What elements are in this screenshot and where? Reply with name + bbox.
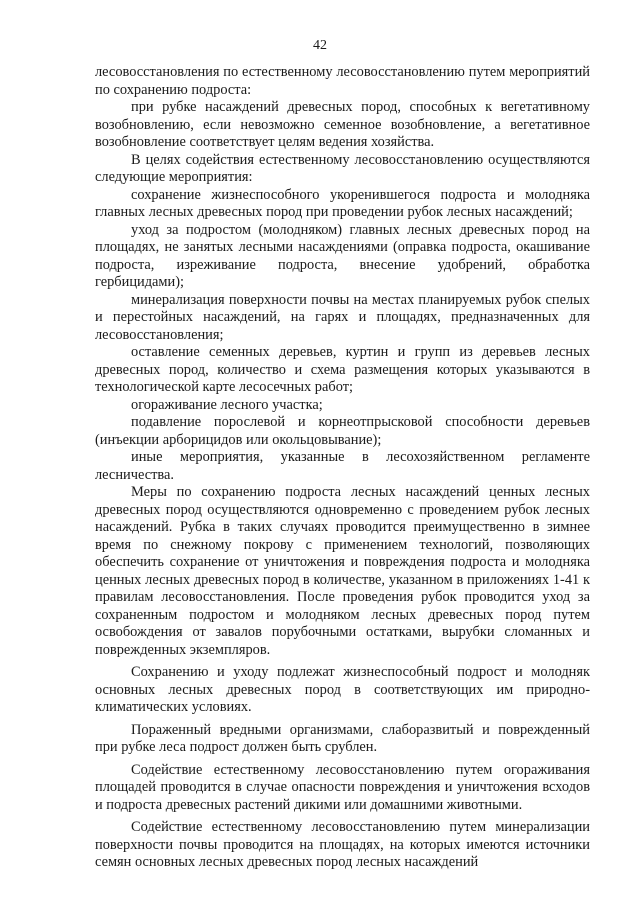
paragraph: Пораженный вредными организмами, слаборазвитый и поврежденный при рубке леса подрост должен быть срублен. (95, 721, 590, 755)
paragraph: сохранение жизнеспособного укоренившегося подроста и молодняка главных лесных древесных пород при проведении рубок лесных насаждений; (95, 186, 590, 220)
paragraph: Содействие естественному лесовосстановлению путем минерализации поверхности почвы проводится на площадях, на которых имеются источники семян основных лесных древесных пород лесных насаждений (95, 819, 590, 870)
paragraph: оставление семенных деревьев, куртин и групп из деревьев лесных древесных пород, количество и схема размещения которых указываются в технологической карте лесосечных работ; (95, 344, 590, 395)
paragraph: Меры по сохранению подроста лесных насаждений ценных лесных древесных пород осуществляются одновременно с проведением рубок лесных насаждений. Рубка в таких случаях проводится преимущественно в зимнее время по снежному покрову с применением технологий, позволяющих обеспечить сохранение от уничтожения и повреждения подроста и молодняка ценных лесных древесных пород в количестве, указанном в приложениях 1-41 к правилам лесовосстановления. После проведения рубок проводится уход за сохраненным подростом и молодняком лесных древесных пород путем освобождения от завалов порубочными остатками, вырубки сломанных и поврежденных экземпляров. (95, 484, 590, 658)
paragraph: Сохранению и уходу подлежат жизнеспособный подрост и молодняк основных лесных древесных пород в соответствующих им природно-климатических условиях. (95, 664, 590, 715)
paragraph: Содействие естественному лесовосстановлению путем огораживания площадей проводится в случае опасности повреждения и уничтожения всходов и подроста древесных растений дикими или домашними животными. (95, 761, 590, 813)
document-body (95, 64, 590, 872)
paragraph: при рубке насаждений древесных пород, способных к вегетативному возобновлению, если невозможно семенное возобновление, а вегетативное возобновление соответствует целям ведения хозяйства. (95, 99, 590, 150)
paragraph: минерализация поверхности почвы на местах планируемых рубок спелых и перестойных насаждений, на гарях и площадях, предназначенных для лесовосстановления; (95, 291, 590, 343)
paragraph: иные мероприятия, указанные в лесохозяйственном регламенте лесничества. (95, 449, 590, 483)
paragraph: лесовосстановления по естественному лесовосстановлению путем мероприятий по сохранению подроста: (95, 64, 590, 98)
paragraph: уход за подростом (молодняком) главных лесных древесных пород на площадях, не занятых лесными насаждениями (оправка подроста, окашивание подроста, изреживание подроста, внесение удобрений, обработка гербицидами); (95, 221, 590, 290)
page-number: 42 (313, 38, 327, 53)
paragraph: В целях содействия естественному лесовосстановлению осуществляются следующие мероприятия: (95, 151, 590, 185)
paragraph: подавление порослевой и корнеотпрысковой способности деревьев (инъекции арборицидов или окольцовывание); (95, 414, 590, 448)
paragraph: огораживание лесного участка; (131, 396, 323, 413)
